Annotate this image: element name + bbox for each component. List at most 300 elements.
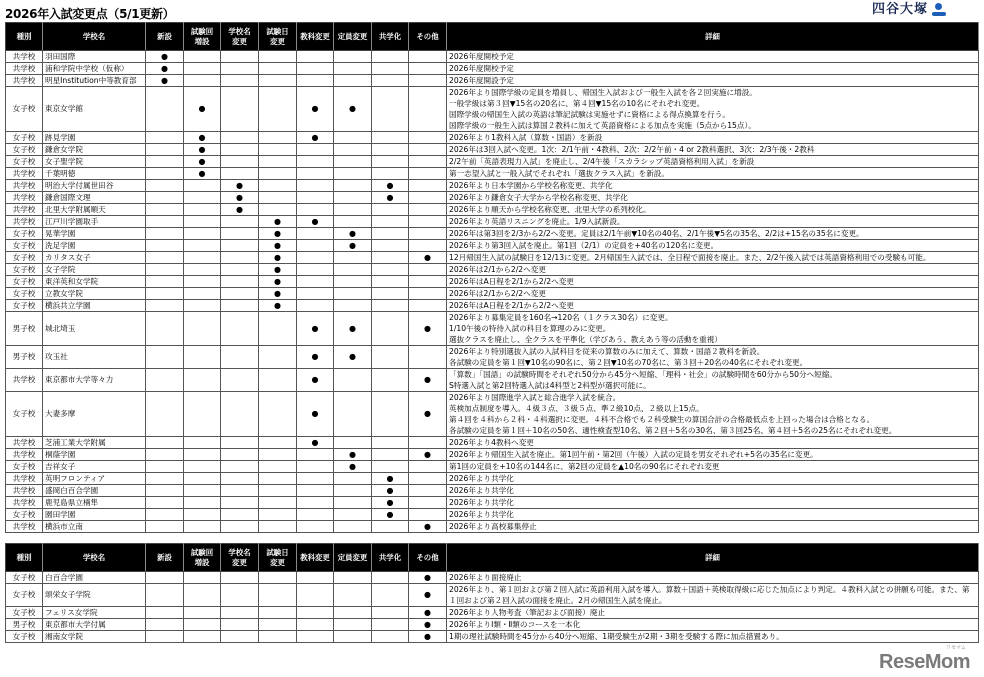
mark-cell-date-change — [259, 312, 297, 346]
mark-cell-session-added — [184, 144, 221, 156]
mark-cell-capacity-change — [334, 180, 372, 192]
mark-cell-coed — [372, 437, 409, 449]
mark-cell-date-change — [259, 300, 297, 312]
details-cell — [447, 607, 979, 619]
mark-cell-capacity-change — [334, 228, 372, 240]
bullet-mark-icon: ● — [424, 572, 431, 582]
bullet-mark-icon: ● — [424, 590, 431, 599]
school-type-cell: 女子校 — [6, 509, 43, 521]
mark-cell-date-change — [259, 276, 297, 288]
mark-cell-other — [409, 87, 447, 132]
mark-cell-date-change — [259, 264, 297, 276]
bullet-mark-icon: ● — [424, 631, 431, 641]
mark-cell-date-change — [259, 87, 297, 132]
yotsuya-otsuka-logo — [872, 2, 946, 17]
mark-cell-coed — [372, 521, 409, 533]
mark-cell-capacity-change — [334, 461, 372, 473]
mark-cell-new — [146, 619, 184, 631]
mark-cell-capacity-change — [334, 276, 372, 288]
table-row — [6, 619, 979, 631]
table-row — [6, 204, 979, 216]
details-line: １回および第２回入試の面接を廃止。2月の帰国生入試を廃止。 — [449, 596, 667, 605]
mark-cell-other — [409, 497, 447, 509]
column-header-date-change: 試験日 変更 — [259, 544, 297, 572]
mark-cell-capacity-change — [334, 264, 372, 276]
mark-cell-name-change — [221, 216, 259, 228]
mark-cell-new — [146, 473, 184, 485]
mark-cell-session-added — [184, 449, 221, 461]
details-cell — [447, 132, 979, 144]
mark-cell-date-change — [259, 619, 297, 631]
mark-cell-subject-change — [297, 521, 334, 533]
mark-cell-other — [409, 252, 447, 264]
mark-cell-name-change — [221, 521, 259, 533]
bullet-mark-icon: ● — [161, 63, 168, 73]
mark-cell-date-change — [259, 168, 297, 180]
mark-cell-other — [409, 572, 447, 584]
mark-cell-other — [409, 168, 447, 180]
mark-cell-subject-change — [297, 51, 334, 63]
column-header-type: 種別 — [6, 544, 43, 572]
mark-cell-new — [146, 300, 184, 312]
column-header-school-name: 学校名 — [43, 23, 146, 51]
mark-cell-new — [146, 192, 184, 204]
mark-cell-capacity-change — [334, 252, 372, 264]
mark-cell-subject-change — [297, 619, 334, 631]
mark-cell-name-change — [221, 156, 259, 168]
details-cell — [447, 156, 979, 168]
mark-cell-new — [146, 168, 184, 180]
bullet-mark-icon: ● — [349, 228, 356, 238]
details-line: 2026年より日本学園から学校名称変更、共学化 — [449, 181, 613, 190]
mark-cell-date-change — [259, 204, 297, 216]
mark-cell-name-change — [221, 312, 259, 346]
column-header-coed: 共学化 — [372, 544, 409, 572]
mark-cell-new — [146, 63, 184, 75]
bullet-mark-icon: ● — [274, 276, 281, 286]
school-name-cell: 頌栄女子学院 — [43, 584, 146, 607]
mark-cell-name-change — [221, 473, 259, 485]
details-cell — [447, 75, 979, 87]
table-row — [6, 631, 979, 643]
details-line: 第４回を４科から２科・４科選択に変更。４科不合格でも２科受験生の算国合計の合格最低点を上回った場合は合格となる。 — [449, 415, 875, 424]
mark-cell-date-change — [259, 392, 297, 437]
page-title: 2026年入試変更点（5/1更新） — [5, 7, 175, 21]
details-line: 1期の理社試験時間を45分から40分へ短縮、1期受験生が2期・3期を受験する際に加点措置あり。 — [449, 632, 784, 641]
mark-cell-date-change — [259, 521, 297, 533]
mark-cell-subject-change — [297, 437, 334, 449]
mark-cell-name-change — [221, 631, 259, 643]
mark-cell-capacity-change — [334, 449, 372, 461]
bullet-mark-icon: ● — [424, 619, 431, 629]
table-header-row — [6, 544, 979, 572]
table-row — [6, 180, 979, 192]
mark-cell-session-added — [184, 461, 221, 473]
mark-cell-date-change — [259, 228, 297, 240]
school-type-cell: 共学校 — [6, 449, 43, 461]
mark-cell-other — [409, 264, 447, 276]
mark-cell-session-added — [184, 168, 221, 180]
mark-cell-name-change — [221, 168, 259, 180]
column-header-type: 種別 — [6, 23, 43, 51]
mark-cell-other — [409, 180, 447, 192]
mark-cell-date-change — [259, 497, 297, 509]
column-header-new: 新設 — [146, 23, 184, 51]
school-name-cell: 女子聖学院 — [43, 156, 146, 168]
table-row — [6, 607, 979, 619]
mark-cell-new — [146, 607, 184, 619]
mark-cell-session-added — [184, 509, 221, 521]
school-name-cell: カリタス女子 — [43, 252, 146, 264]
table-row — [6, 509, 979, 521]
details-line: 第1回の定員を+10名の144名に、第2回の定員を▲10名の90名にそれぞれ変更 — [449, 462, 720, 471]
mark-cell-new — [146, 509, 184, 521]
school-name-cell: フェリス女学院 — [43, 607, 146, 619]
mark-cell-session-added — [184, 288, 221, 300]
mark-cell-new — [146, 497, 184, 509]
mark-cell-new — [146, 51, 184, 63]
mark-cell-coed — [372, 228, 409, 240]
table-row — [6, 369, 979, 392]
school-type-cell: 男子校 — [6, 312, 43, 346]
mark-cell-new — [146, 252, 184, 264]
mark-cell-subject-change — [297, 449, 334, 461]
mark-cell-other — [409, 473, 447, 485]
mark-cell-date-change — [259, 252, 297, 264]
details-line: 2026年より共学化 — [449, 486, 514, 495]
column-header-new: 新設 — [146, 544, 184, 572]
school-type-cell: 共学校 — [6, 437, 43, 449]
bullet-mark-icon: ● — [311, 375, 319, 384]
mark-cell-date-change — [259, 180, 297, 192]
school-name-cell: 横浜市立南 — [43, 521, 146, 533]
exam-changes-table-others — [5, 543, 979, 643]
mark-cell-capacity-change — [334, 75, 372, 87]
logo-mark-icon — [932, 3, 946, 17]
school-name-cell: 東京女学館 — [43, 87, 146, 132]
logo-text: 四谷大塚 — [871, 2, 928, 17]
mark-cell-coed — [372, 180, 409, 192]
mark-cell-capacity-change — [334, 216, 372, 228]
details-line: S特選入試と第2回特選入試は4科型と2科型が選択可能に。 — [449, 381, 651, 390]
details-line: 2026年度開校予定 — [449, 64, 514, 73]
bullet-mark-icon: ● — [198, 104, 206, 113]
mark-cell-other — [409, 156, 447, 168]
school-name-cell: 北里大学附属順天 — [43, 204, 146, 216]
mark-cell-name-change — [221, 204, 259, 216]
mark-cell-subject-change — [297, 240, 334, 252]
bullet-mark-icon: ● — [311, 437, 319, 447]
mark-cell-capacity-change — [334, 584, 372, 607]
bullet-mark-icon: ● — [274, 240, 281, 250]
column-header-capacity-change: 定員変更 — [334, 544, 372, 572]
school-name-cell: 芝浦工業大学附属 — [43, 437, 146, 449]
school-type-cell: 女子校 — [6, 300, 43, 312]
mark-cell-other — [409, 300, 447, 312]
mark-cell-coed — [372, 631, 409, 643]
details-line: 2026年より順天から学校名称変更、北里大学の系列校化。 — [449, 205, 651, 214]
school-type-cell: 女子校 — [6, 252, 43, 264]
school-name-cell: 女子学院 — [43, 264, 146, 276]
mark-cell-subject-change — [297, 300, 334, 312]
school-type-cell: 女子校 — [6, 240, 43, 252]
mark-cell-capacity-change — [334, 607, 372, 619]
table-row — [6, 300, 979, 312]
mark-cell-subject-change — [297, 144, 334, 156]
mark-cell-date-change — [259, 509, 297, 521]
mark-cell-name-change — [221, 288, 259, 300]
mark-cell-subject-change — [297, 485, 334, 497]
school-name-cell: 湘南女学院 — [43, 631, 146, 643]
details-cell — [447, 312, 979, 346]
mark-cell-coed — [372, 346, 409, 369]
mark-cell-date-change — [259, 51, 297, 63]
details-cell — [447, 252, 979, 264]
details-cell — [447, 168, 979, 180]
mark-cell-coed — [372, 264, 409, 276]
mark-cell-date-change — [259, 144, 297, 156]
details-line: 2026年より共学化 — [449, 474, 514, 483]
school-name-cell: 鎌倉国際文理 — [43, 192, 146, 204]
mark-cell-coed — [372, 288, 409, 300]
details-cell — [447, 392, 979, 437]
mark-cell-session-added — [184, 572, 221, 584]
mark-cell-subject-change — [297, 461, 334, 473]
mark-cell-coed — [372, 584, 409, 607]
details-cell — [447, 369, 979, 392]
mark-cell-session-added — [184, 180, 221, 192]
mark-cell-date-change — [259, 369, 297, 392]
details-line: 2026年より国際進学入試と総合進学入試を統合。 — [449, 393, 621, 402]
page-footer — [5, 643, 978, 677]
table-row — [6, 449, 979, 461]
mark-cell-session-added — [184, 192, 221, 204]
table-row — [6, 572, 979, 584]
mark-cell-capacity-change — [334, 509, 372, 521]
mark-cell-subject-change — [297, 75, 334, 87]
mark-cell-coed — [372, 51, 409, 63]
bullet-mark-icon: ● — [311, 216, 319, 226]
details-cell — [447, 144, 979, 156]
mark-cell-coed — [372, 216, 409, 228]
mark-cell-subject-change — [297, 204, 334, 216]
mark-cell-other — [409, 192, 447, 204]
school-name-cell: 英明フロンティア — [43, 473, 146, 485]
details-cell — [447, 51, 979, 63]
details-cell — [447, 216, 979, 228]
mark-cell-capacity-change — [334, 204, 372, 216]
mark-cell-session-added — [184, 204, 221, 216]
table-row — [6, 288, 979, 300]
school-type-cell: 共学校 — [6, 485, 43, 497]
bullet-mark-icon: ● — [274, 300, 281, 310]
mark-cell-capacity-change — [334, 51, 372, 63]
details-cell — [447, 288, 979, 300]
school-type-cell: 共学校 — [6, 497, 43, 509]
mark-cell-session-added — [184, 346, 221, 369]
mark-cell-session-added — [184, 51, 221, 63]
mark-cell-coed — [372, 156, 409, 168]
details-cell — [447, 192, 979, 204]
mark-cell-new — [146, 449, 184, 461]
mark-cell-date-change — [259, 75, 297, 87]
details-line: 2026年度開校予定 — [449, 52, 514, 61]
mark-cell-other — [409, 346, 447, 369]
school-type-cell: 共学校 — [6, 473, 43, 485]
table-row — [6, 252, 979, 264]
mark-cell-date-change — [259, 240, 297, 252]
school-type-cell: 男子校 — [6, 346, 43, 369]
school-type-cell: 女子校 — [6, 264, 43, 276]
details-line: 2/2午前「英語表現力入試」を廃止し、2/4午後「スカラシップ英語資格利用入試」を新設 — [449, 157, 755, 166]
mark-cell-coed — [372, 192, 409, 204]
mark-cell-new — [146, 485, 184, 497]
mark-cell-new — [146, 204, 184, 216]
mark-cell-new — [146, 180, 184, 192]
details-cell — [447, 473, 979, 485]
school-name-cell: 浦和学院中学校（仮称） — [43, 63, 146, 75]
school-name-cell: 鹿児島県立楠隼 — [43, 497, 146, 509]
table-row — [6, 392, 979, 437]
school-name-cell: 城北埼玉 — [43, 312, 146, 346]
details-line: 2026年は3回入試へ変更。1次：2/1午前・4教科、2次：2/2午前・4 or 2教科選択、3次：2/3午後・2教科 — [449, 145, 815, 154]
school-type-cell: 男子校 — [6, 619, 43, 631]
mark-cell-name-change — [221, 228, 259, 240]
mark-cell-other — [409, 461, 447, 473]
bullet-mark-icon: ● — [349, 449, 356, 459]
column-header-session-added: 試験回 増設 — [184, 544, 221, 572]
mark-cell-subject-change — [297, 346, 334, 369]
mark-cell-coed — [372, 63, 409, 75]
school-name-cell: 明星Institution中等教育部 — [43, 75, 146, 87]
details-line: 2026年はA日程を2/1から2/2へ変更 — [449, 301, 574, 310]
bullet-mark-icon: ● — [311, 104, 319, 113]
school-name-cell: 白百合学園 — [43, 572, 146, 584]
details-cell — [447, 521, 979, 533]
bullet-mark-icon: ● — [424, 375, 431, 384]
details-line: 2026年より帰国生入試を廃止。第1回午前・第2回（午後）入試の定員を男女それぞれ+5名の35名に変更。 — [449, 450, 818, 459]
mark-cell-new — [146, 631, 184, 643]
mark-cell-other — [409, 449, 447, 461]
mark-cell-capacity-change — [334, 156, 372, 168]
school-type-cell: 女子校 — [6, 288, 43, 300]
bullet-mark-icon: ● — [386, 485, 394, 495]
table-row — [6, 312, 979, 346]
mark-cell-date-change — [259, 631, 297, 643]
school-type-cell: 共学校 — [6, 192, 43, 204]
mark-cell-session-added — [184, 473, 221, 485]
mark-cell-coed — [372, 87, 409, 132]
column-header-subject-change: 教科変更 — [297, 23, 334, 51]
bullet-mark-icon: ● — [424, 449, 431, 459]
details-cell — [447, 300, 979, 312]
school-type-cell: 共学校 — [6, 51, 43, 63]
column-header-session-added: 試験回 増設 — [184, 23, 221, 51]
mark-cell-subject-change — [297, 87, 334, 132]
details-cell — [447, 276, 979, 288]
mark-cell-session-added — [184, 156, 221, 168]
details-cell — [447, 619, 979, 631]
school-name-cell: 園田学園 — [43, 509, 146, 521]
mark-cell-subject-change — [297, 192, 334, 204]
mark-cell-session-added — [184, 240, 221, 252]
bullet-mark-icon: ● — [311, 132, 319, 142]
mark-cell-subject-change — [297, 497, 334, 509]
details-line: 2026年より人物考査（筆記および面接）廃止 — [449, 608, 606, 617]
mark-cell-other — [409, 228, 447, 240]
details-line: 2026年より特別選抜入試の入試科目を従来の算数のみに加えて、算数・国語２教科を新設。 — [449, 347, 765, 356]
mark-cell-new — [146, 264, 184, 276]
mark-cell-session-added — [184, 228, 221, 240]
school-name-cell: 東京都市大学付属 — [43, 619, 146, 631]
table-row — [6, 485, 979, 497]
mark-cell-name-change — [221, 607, 259, 619]
table-row — [6, 75, 979, 87]
exam-changes-table — [5, 22, 979, 533]
mark-cell-session-added — [184, 300, 221, 312]
mark-cell-name-change — [221, 51, 259, 63]
school-name-cell: 千葉明徳 — [43, 168, 146, 180]
mark-cell-capacity-change — [334, 63, 372, 75]
table-row — [6, 87, 979, 132]
mark-cell-name-change — [221, 437, 259, 449]
bullet-mark-icon: ● — [311, 409, 319, 418]
mark-cell-other — [409, 521, 447, 533]
table-row — [6, 216, 979, 228]
mark-cell-session-added — [184, 521, 221, 533]
mark-cell-name-change — [221, 63, 259, 75]
mark-cell-new — [146, 144, 184, 156]
column-header-capacity-change: 定員変更 — [334, 23, 372, 51]
mark-cell-coed — [372, 240, 409, 252]
mark-cell-name-change — [221, 240, 259, 252]
mark-cell-other — [409, 619, 447, 631]
mark-cell-other — [409, 216, 447, 228]
mark-cell-subject-change — [297, 509, 334, 521]
mark-cell-subject-change — [297, 312, 334, 346]
details-cell — [447, 485, 979, 497]
details-line: 2026年より国際学級の定員を増員し、帰国生入試および一般生入試を各２回実施に増設。 — [449, 88, 757, 97]
mark-cell-subject-change — [297, 252, 334, 264]
details-line: 2026年より共学化 — [449, 498, 514, 507]
mark-cell-subject-change — [297, 264, 334, 276]
table-row — [6, 51, 979, 63]
mark-cell-date-change — [259, 584, 297, 607]
mark-cell-name-change — [221, 276, 259, 288]
mark-cell-session-added — [184, 437, 221, 449]
table-row — [6, 473, 979, 485]
mark-cell-coed — [372, 607, 409, 619]
mark-cell-subject-change — [297, 584, 334, 607]
mark-cell-subject-change — [297, 276, 334, 288]
mark-cell-capacity-change — [334, 619, 372, 631]
column-header-coed: 共学化 — [372, 23, 409, 51]
mark-cell-coed — [372, 144, 409, 156]
bullet-mark-icon: ● — [349, 323, 356, 333]
mark-cell-date-change — [259, 288, 297, 300]
mark-cell-name-change — [221, 392, 259, 437]
school-type-cell: 女子校 — [6, 276, 43, 288]
mark-cell-other — [409, 144, 447, 156]
mark-cell-other — [409, 631, 447, 643]
table-row — [6, 264, 979, 276]
mark-cell-new — [146, 288, 184, 300]
bullet-mark-icon: ● — [386, 180, 394, 190]
details-cell — [447, 63, 979, 75]
table-row — [6, 437, 979, 449]
mark-cell-new — [146, 584, 184, 607]
mark-cell-capacity-change — [334, 473, 372, 485]
